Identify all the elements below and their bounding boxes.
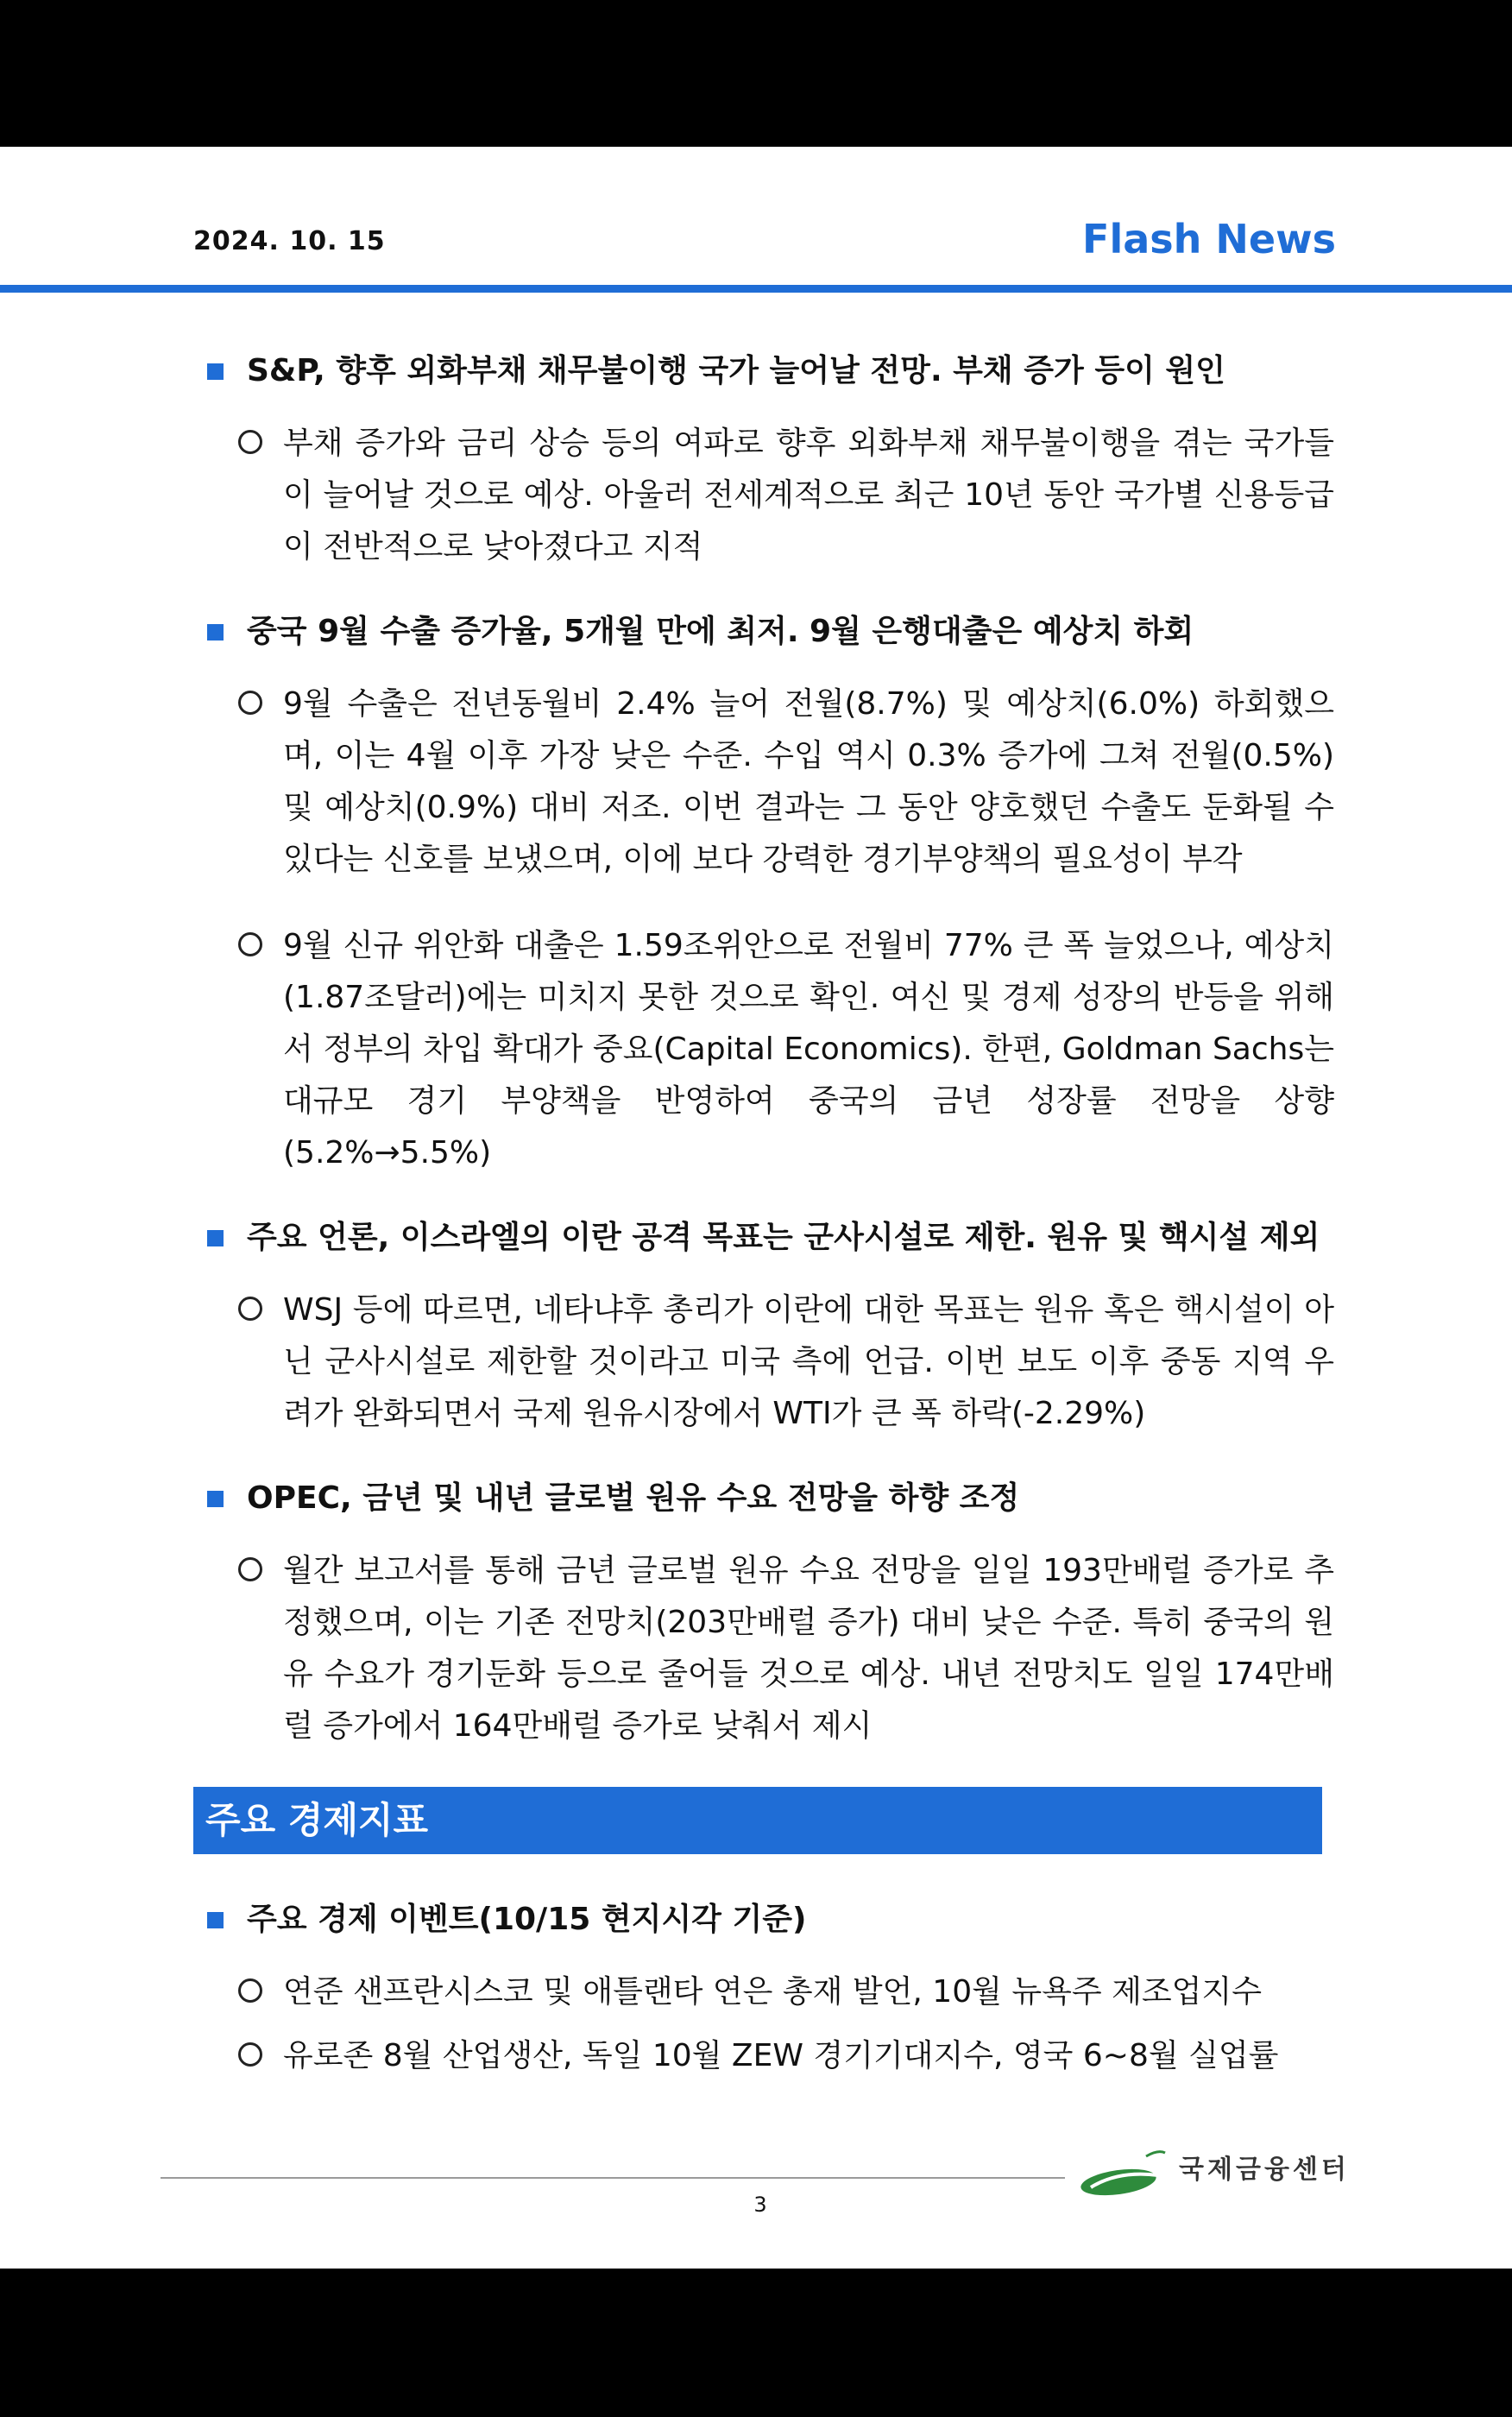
report-date: 2024. 10. 15: [193, 226, 386, 256]
bullet-text: 연준 샌프란시스코 및 애틀랜타 연은 총재 발언, 10월 뉴욕주 제조업지수: [283, 1974, 1262, 2010]
flash-news-title: Flash News: [1082, 216, 1336, 262]
circle-bullet-icon: [238, 430, 262, 454]
section-heading: [205, 1896, 1327, 1944]
circle-bullet-icon: [238, 691, 262, 715]
section-heading: [205, 608, 1327, 656]
section-heading: [205, 1474, 1327, 1523]
bullet-item: [205, 678, 1334, 886]
bullet-item: [205, 2030, 1334, 2082]
bullet-item: [205, 1545, 1334, 1752]
heading-text: 주요 언론, 이스라엘의 이란 공격 목표는 군사시설로 제한. 원유 및 핵시설 제외: [247, 1220, 1320, 1255]
bullet-text: 9월 신규 위안화 대출은 1.59조위안으로 전월비 77% 큰 폭 늘었으나, 예상치(1.87조달러)에는 미치지 못한 것으로 확인. 여신 및 경제 성장의 반등을 위해서 정부의 차입 확대가 중요(Capital Economics). 한편, Goldman Sachs는 대규모 경기 부양책을 반영하여 중국의 금년 성장률 전망을 상향(5.2%→5.5%): [283, 928, 1334, 1171]
section-heading: [205, 1214, 1327, 1262]
heading-text: OPEC, 금년 및 내년 글로벌 원유 수요 전망을 하향 조정: [247, 1480, 1020, 1516]
footer-divider: [161, 2177, 1065, 2179]
heading-text: S&P, 향후 외화부채 채무불이행 국가 늘어날 전망. 부채 증가 등이 원인: [247, 353, 1225, 388]
footer-logo-text: 국제금융센터: [1174, 2148, 1353, 2186]
square-bullet-icon: [207, 624, 224, 641]
square-bullet-icon: [207, 1912, 224, 1928]
circle-bullet-icon: [238, 2042, 262, 2067]
bullet-item: [205, 920, 1334, 1179]
bullet-text: WSJ 등에 따르면, 네타냐후 총리가 이란에 대한 목표는 원유 혹은 핵시설이 아닌 군사시설로 제한할 것이라고 미국 측에 언급. 이번 보도 이후 중동 지역 우려가 완화되면서 국제 원유시장에서 WTI가 큰 폭 하락(-2.29%): [283, 1292, 1334, 1431]
indicators-section-title: 주요 경제지표: [193, 1787, 1322, 1854]
main-content: [205, 347, 1334, 2094]
header-divider: [0, 285, 1512, 293]
bullet-item: [205, 418, 1334, 573]
square-bullet-icon: [207, 1230, 224, 1246]
bullet-text: 유로존 8월 산업생산, 독일 10월 ZEW 경기기대지수, 영국 6~8월 실업률: [283, 2038, 1279, 2073]
page-number: 3: [753, 2193, 767, 2217]
square-bullet-icon: [207, 363, 224, 380]
circle-bullet-icon: [238, 1557, 262, 1581]
bullet-item: [205, 1284, 1334, 1440]
square-bullet-icon: [207, 1491, 224, 1507]
heading-text: 중국 9월 수출 증가율, 5개월 만에 최저. 9월 은행대출은 예상치 하회: [247, 614, 1194, 649]
bullet-text: 9월 수출은 전년동월비 2.4% 늘어 전월(8.7%) 및 예상치(6.0%) 하회했으며, 이는 4월 이후 가장 낮은 수준. 수입 역시 0.3% 증가에 그쳐 전월(0.5%) 및 예상치(0.9%) 대비 저조. 이번 결과는 그 동안 양호했던 수출도 둔화될 수 있다는 신호를 보냈으며, 이에 보다 강력한 경기부양책의 필요성이 부각: [283, 686, 1334, 877]
document-page: [0, 147, 1512, 2269]
circle-bullet-icon: [238, 932, 262, 956]
section-heading: [205, 347, 1327, 395]
bullet-text: 부채 증가와 금리 상승 등의 여파로 향후 외화부채 채무불이행을 겪는 국가들이 늘어날 것으로 예상. 아울러 전세계적으로 최근 10년 동안 국가별 신용등급이 전반적으로 낮아졌다고 지적: [283, 426, 1334, 565]
circle-bullet-icon: [238, 1978, 262, 2003]
circle-bullet-icon: [238, 1297, 262, 1321]
heading-text: 주요 경제 이벤트(10/15 현지시각 기준): [247, 1902, 807, 1937]
bullet-text: 월간 보고서를 통해 금년 글로벌 원유 수요 전망을 일일 193만배럴 증가로 추정했으며, 이는 기존 전망치(203만배럴 증가) 대비 낮은 수준. 특히 중국의 원유 수요가 경기둔화 등으로 줄어들 것으로 예상. 내년 전망치도 일일 174만배럴 증가에서 164만배럴 증가로 낮춰서 제시: [283, 1553, 1334, 1744]
bullet-item: [205, 1966, 1334, 2018]
